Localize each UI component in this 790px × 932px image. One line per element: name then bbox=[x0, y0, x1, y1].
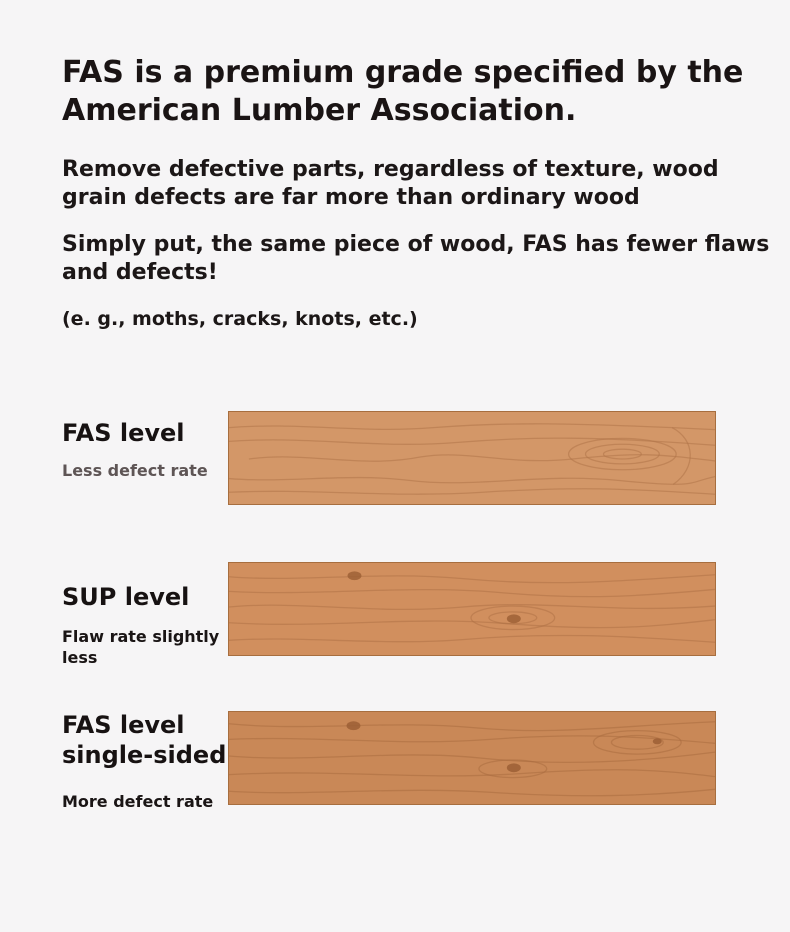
fas-wood-plank-image bbox=[228, 411, 716, 505]
defect-removal-text: Remove defective parts, regardless of texture, wood grain defects are far more than ordinary wood bbox=[62, 157, 719, 210]
fas-level-title: FAS level bbox=[62, 419, 185, 447]
summary-text: Simply put, the same piece of wood, FAS has fewer flaws and defects! bbox=[62, 232, 770, 285]
headline: FAS is a premium grade specified by the American Lumber Association. bbox=[62, 55, 744, 128]
fas-single-sided-wood-plank-image bbox=[228, 711, 716, 805]
fas-single-sided-level-title: FAS level single-sided bbox=[62, 711, 227, 769]
sup-level-description: Flaw rate slightly less bbox=[62, 627, 220, 667]
sup-level-title: SUP level bbox=[62, 583, 190, 611]
sup-wood-plank-image bbox=[228, 562, 716, 656]
examples-text: (e. g., moths, cracks, knots, etc.) bbox=[62, 308, 418, 330]
fas-level-description: Less defect rate bbox=[62, 461, 208, 480]
fas-single-sided-level-description: More defect rate bbox=[62, 792, 214, 811]
